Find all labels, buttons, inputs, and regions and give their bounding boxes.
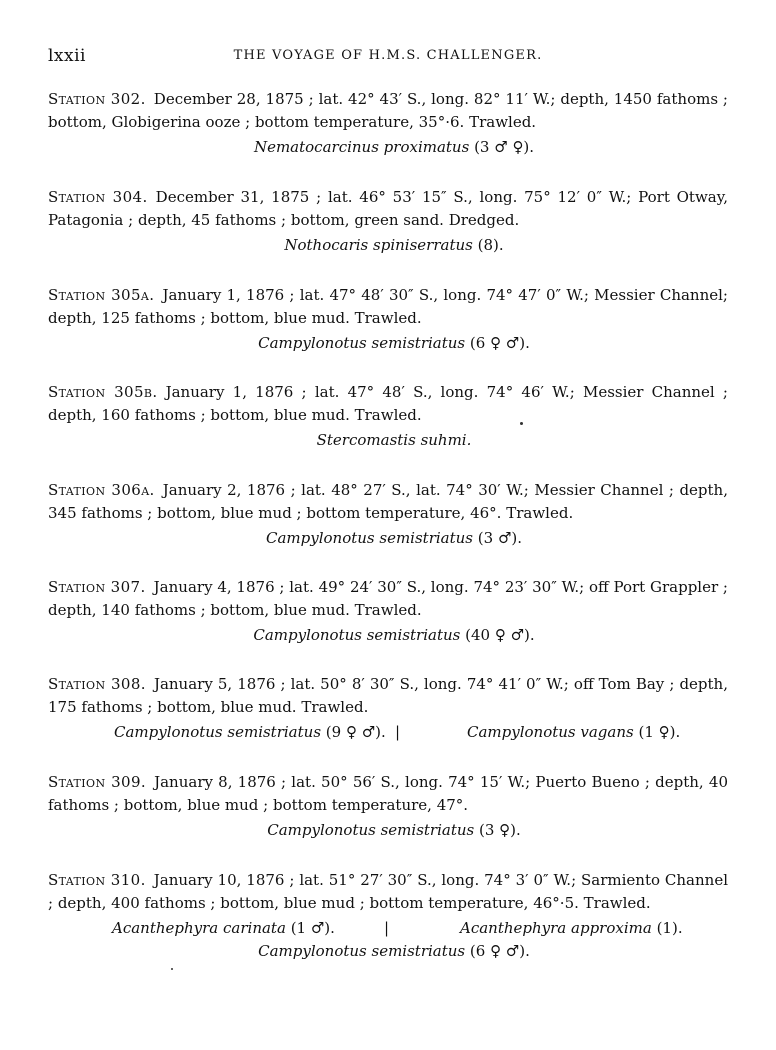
station-entry — [48, 479, 728, 550]
station-entry — [48, 673, 728, 744]
species-count: (9 ♀ ♂). — [325, 723, 386, 741]
station-entry — [48, 576, 728, 647]
station-label: Station 306a. — [48, 481, 155, 499]
species-name: Campylonotus vagans — [467, 723, 634, 741]
species-row — [48, 917, 728, 940]
species-name: Nothocaris spiniserratus — [284, 236, 473, 254]
species-name: Acanthephyra approxima — [460, 919, 652, 937]
species-entry — [460, 917, 683, 940]
species-count: (6 ♀ ♂). — [469, 334, 530, 352]
station-label: Station 308. — [48, 675, 146, 693]
species-name: Campylonotus semistriatus — [267, 821, 475, 839]
species-entry — [114, 721, 386, 744]
page-header — [48, 46, 728, 70]
species-count: (3 ♂ ♀). — [474, 138, 535, 156]
species-line — [48, 940, 728, 963]
print-speck — [171, 968, 173, 970]
station-label: Station 305a. — [48, 286, 155, 304]
print-speck — [520, 422, 523, 425]
species-name: Campylonotus semistriatus — [258, 334, 466, 352]
species-line — [48, 527, 728, 550]
species-line — [48, 429, 728, 452]
station-description — [48, 381, 728, 427]
species-name: Campylonotus semistriatus — [265, 529, 473, 547]
station-entry — [48, 284, 728, 355]
station-label: Station 307. — [48, 578, 146, 596]
station-details: December 31, 1875 ; lat. 46° 53′ 15″ S., long. 75° 12′ 0″ W.; Port Otway, Patagonia ; depth, 45 fathoms ; bottom, green sand. Dredged. — [48, 188, 728, 229]
station-description — [48, 673, 728, 719]
running-title: THE VOYAGE OF H.M.S. CHALLENGER. — [233, 48, 543, 63]
station-entry — [48, 869, 728, 963]
species-count: (40 ♀ ♂). — [465, 626, 535, 644]
species-name: Nematocarcinus proximatus — [253, 138, 470, 156]
species-line — [48, 332, 728, 355]
species-count: (1 ♂). — [290, 919, 335, 937]
station-details: January 4, 1876 ; lat. 49° 24′ 30″ S., long. 74° 23′ 30″ W.; off Port Grappler ; depth, 140 fathoms ; bottom, blue mud. Trawled. — [48, 578, 728, 619]
station-details: December 28, 1875 ; lat. 42° 43′ S., long. 82° 11′ W.; depth, 1450 fathoms ; bottom, Globigerina ooze ; bottom temperature, 35°·6. Trawled. — [48, 90, 728, 131]
station-entry — [48, 186, 728, 257]
station-details: January 8, 1876 ; lat. 50° 56′ S., long. 74° 15′ W.; Puerto Bueno ; depth, 40 fathoms ; bottom, blue mud ; bottom temperature, 47°. — [48, 773, 728, 814]
station-details: January 5, 1876 ; lat. 50° 8′ 30″ S., long. 74° 41′ 0″ W.; off Tom Bay ; depth, 175 fathoms ; bottom, blue mud. Trawled. — [48, 675, 728, 716]
species-count: (3 ♂). — [477, 529, 523, 547]
station-details: January 10, 1876 ; lat. 51° 27′ 30″ S., long. 74° 3′ 0″ W.; Sarmiento Channel ; depth, 400 fathoms ; bottom, blue mud ; bottom temperature, 46°·5. Trawled. — [48, 871, 728, 912]
station-entry — [48, 88, 728, 159]
station-label: Station 310. — [48, 871, 146, 889]
species-count: (8). — [477, 236, 504, 254]
species-name: Acanthephyra carinata — [112, 919, 286, 937]
species-row — [48, 721, 728, 744]
species-count: (6 ♀ ♂). — [469, 942, 530, 960]
station-label: Station 305b. — [48, 383, 158, 401]
species-entry — [467, 721, 680, 744]
station-entry — [48, 381, 728, 452]
station-details: January 1, 1876 ; lat. 47° 48′ S., long. 74° 46′ W.; Messier Channel ; depth, 160 fathoms ; bottom, blue mud. Trawled. — [48, 383, 728, 424]
station-details: January 2, 1876 ; lat. 48° 27′ S., lat. 74° 30′ W.; Messier Channel ; depth, 345 fathoms ; bottom, blue mud ; bottom temperature, 46°. Trawled. — [48, 481, 728, 522]
species-name: Campylonotus semistriatus — [253, 626, 461, 644]
station-description — [48, 186, 728, 232]
species-count: (1). — [656, 919, 683, 937]
species-count: (1 ♀). — [638, 723, 681, 741]
station-description — [48, 479, 728, 525]
species-line — [48, 234, 728, 257]
station-details: January 1, 1876 ; lat. 47° 48′ 30″ S., long. 74° 47′ 0″ W.; Messier Channel; depth, 125 fathoms ; bottom, blue mud. Trawled. — [48, 286, 728, 327]
species-line — [48, 819, 728, 842]
column-separator: | — [395, 723, 401, 741]
station-description — [48, 88, 728, 134]
station-entry — [48, 771, 728, 842]
station-label: Station 304. — [48, 188, 148, 206]
species-name: Stercomastis suhmi. — [316, 431, 472, 449]
column-separator: | — [384, 919, 390, 937]
station-description — [48, 869, 728, 915]
station-description — [48, 576, 728, 622]
station-label: Station 309. — [48, 773, 147, 791]
page-number: lxxii — [48, 46, 86, 66]
species-name: Campylonotus semistriatus — [114, 723, 322, 741]
station-label: Station 302. — [48, 90, 146, 108]
station-description — [48, 284, 728, 330]
species-name: Campylonotus semistriatus — [258, 942, 466, 960]
species-line — [48, 136, 728, 159]
species-count: (3 ♀). — [479, 821, 521, 839]
species-entry — [112, 917, 335, 940]
species-line — [48, 624, 728, 647]
station-description — [48, 771, 728, 817]
